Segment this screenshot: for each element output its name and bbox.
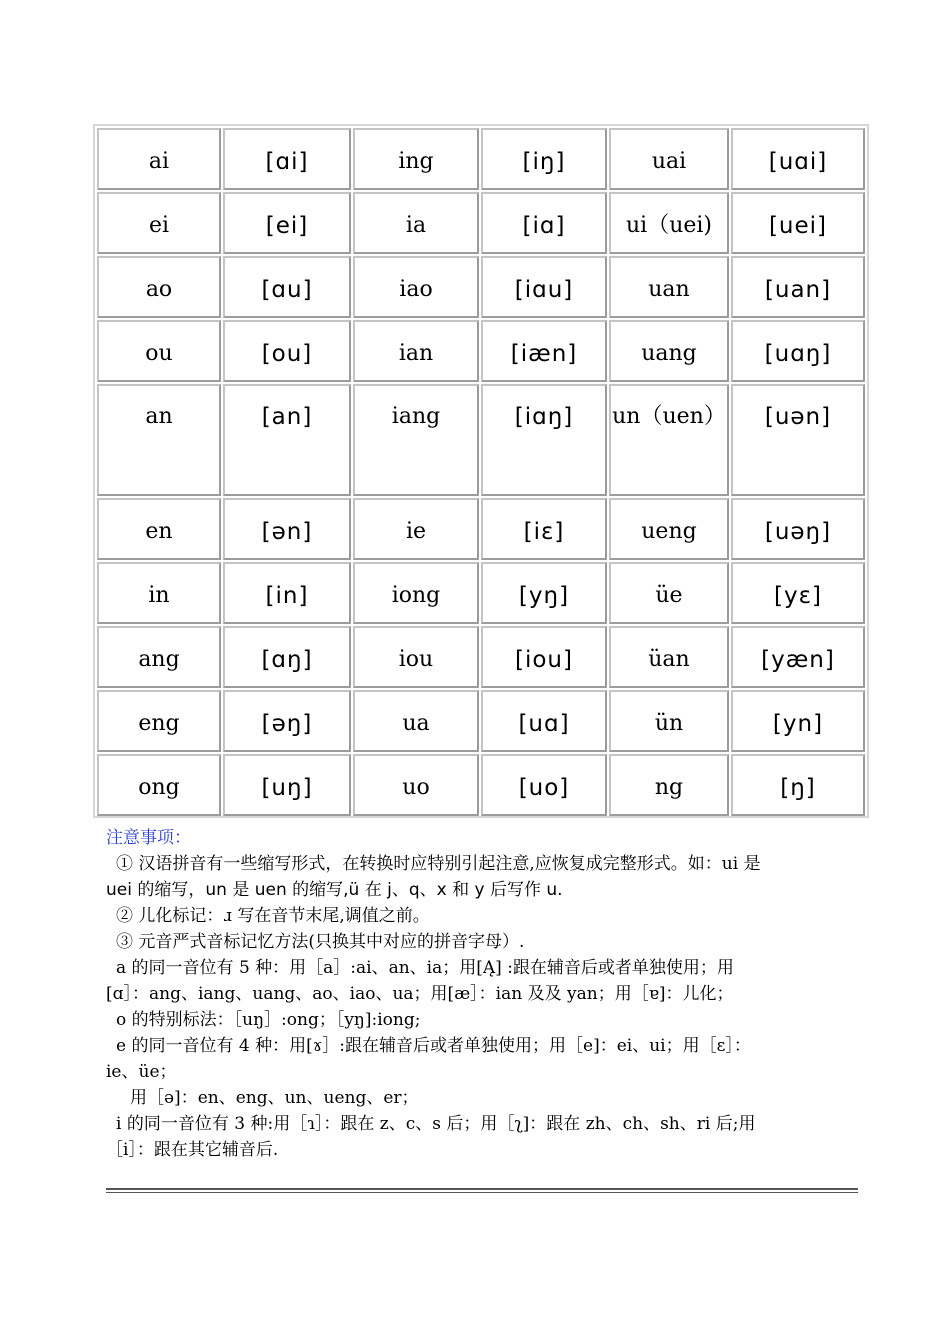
note-line: a 的同一音位有 5 种：用［a］:ai、an、ia；用[Ą] :跟在辅音后或者单独使用；用 <box>116 958 734 978</box>
pinyin-cell: in <box>97 562 221 624</box>
ipa-cell: [yɛ] <box>731 562 865 624</box>
ipa-cell: [iɑŋ] <box>481 384 607 496</box>
pinyin-cell: ia <box>353 192 479 254</box>
pinyin-cell: uan <box>609 256 729 318</box>
pinyin-cell: ou <box>97 320 221 382</box>
ipa-cell: [uəŋ] <box>731 498 865 560</box>
pinyin-cell: uai <box>609 128 729 190</box>
ipa-cell: [uɑi] <box>731 128 865 190</box>
ipa-cell: [ɑu] <box>223 256 351 318</box>
bottom-rule <box>106 1188 858 1190</box>
bottom-rule <box>106 1192 858 1193</box>
ipa-cell: [uən] <box>731 384 865 496</box>
ipa-cell: [ŋ] <box>731 754 865 816</box>
note-line: uei 的缩写，un 是 uen 的缩写,ü 在 j、q、x 和 y 后写作 u. <box>106 880 563 900</box>
pinyin-cell: iao <box>353 256 479 318</box>
pinyin-cell: üe <box>609 562 729 624</box>
pinyin-cell: ün <box>609 690 729 752</box>
pinyin-cell: ie <box>353 498 479 560</box>
ipa-cell: [əŋ] <box>223 690 351 752</box>
ipa-cell: [yn] <box>731 690 865 752</box>
note-line: ② 儿化标记：ɹ 写在音节末尾,调值之前。 <box>116 906 430 926</box>
ipa-cell: [yæn] <box>731 626 865 688</box>
ipa-cell: [uɑ] <box>481 690 607 752</box>
pinyin-cell: ao <box>97 256 221 318</box>
ipa-cell: [iɛ] <box>481 498 607 560</box>
ipa-cell: [uo] <box>481 754 607 816</box>
pinyin-cell: uang <box>609 320 729 382</box>
ipa-cell: [uŋ] <box>223 754 351 816</box>
pinyin-cell: ua <box>353 690 479 752</box>
pinyin-cell: iong <box>353 562 479 624</box>
note-line: ① 汉语拼音有一些缩写形式，在转换时应特别引起注意,应恢复成完整形式。如：ui 是 <box>116 854 761 874</box>
pinyin-cell: ai <box>97 128 221 190</box>
notes-section <box>106 825 858 1163</box>
pinyin-cell: uo <box>353 754 479 816</box>
pinyin-cell: an <box>97 384 221 496</box>
ipa-cell: [an] <box>223 384 351 496</box>
note-line: ［i］：跟在其它辅音后. <box>106 1140 279 1160</box>
ipa-cell: [uɑŋ] <box>731 320 865 382</box>
pinyin-cell: ing <box>353 128 479 190</box>
note-line: [ɑ］：ang、iang、uang、ao、iao、ua；用[æ］：ian 及及 yan；用［ɐ]：儿化； <box>106 984 734 1004</box>
pinyin-cell: ei <box>97 192 221 254</box>
ipa-cell: [yŋ] <box>481 562 607 624</box>
ipa-cell: [ɑŋ] <box>223 626 351 688</box>
pinyin-cell: ian <box>353 320 479 382</box>
pinyin-cell: iou <box>353 626 479 688</box>
pinyin-cell: iang <box>353 384 479 496</box>
ipa-cell: [iŋ] <box>481 128 607 190</box>
note-line: ③ 元音严式音标记忆方法(只换其中对应的拼音字母）. <box>116 932 525 952</box>
pinyin-cell: un（uen） <box>609 384 729 496</box>
note-line: ie、üe； <box>106 1062 177 1082</box>
notes-title: 注意事项： <box>106 828 191 848</box>
note-line: 用［ə]：en、eng、un、ueng、er； <box>130 1088 419 1108</box>
pinyin-cell: ng <box>609 754 729 816</box>
pinyin-cell: en <box>97 498 221 560</box>
ipa-cell: [uan] <box>731 256 865 318</box>
pinyin-cell: eng <box>97 690 221 752</box>
ipa-cell: [ən] <box>223 498 351 560</box>
ipa-cell: [iɑ] <box>481 192 607 254</box>
pinyin-cell: ui（uei) <box>609 192 729 254</box>
ipa-cell: [iou] <box>481 626 607 688</box>
phonetic-table <box>93 124 869 818</box>
ipa-cell: [ei] <box>223 192 351 254</box>
pinyin-cell: ueng <box>609 498 729 560</box>
note-line: e 的同一音位有 4 种：用[ɤ］:跟在辅音后或者单独使用；用［e]：ei、ui；用［ɛ］： <box>116 1036 751 1056</box>
ipa-cell: [iɑu] <box>481 256 607 318</box>
pinyin-cell: ang <box>97 626 221 688</box>
ipa-cell: [uei] <box>731 192 865 254</box>
ipa-cell: [in] <box>223 562 351 624</box>
pinyin-cell: ong <box>97 754 221 816</box>
ipa-cell: [iæn] <box>481 320 607 382</box>
ipa-cell: [ou] <box>223 320 351 382</box>
pinyin-cell: üan <box>609 626 729 688</box>
ipa-cell: [ɑi] <box>223 128 351 190</box>
note-line: i 的同一音位有 3 种:用［ɿ］：跟在 z、c、s 后；用［ʅ]：跟在 zh、ch、sh、ri 后;用 <box>116 1114 756 1134</box>
note-line: o 的特别标法：［uŋ］:ong；［yŋ]:iong; <box>116 1010 421 1030</box>
